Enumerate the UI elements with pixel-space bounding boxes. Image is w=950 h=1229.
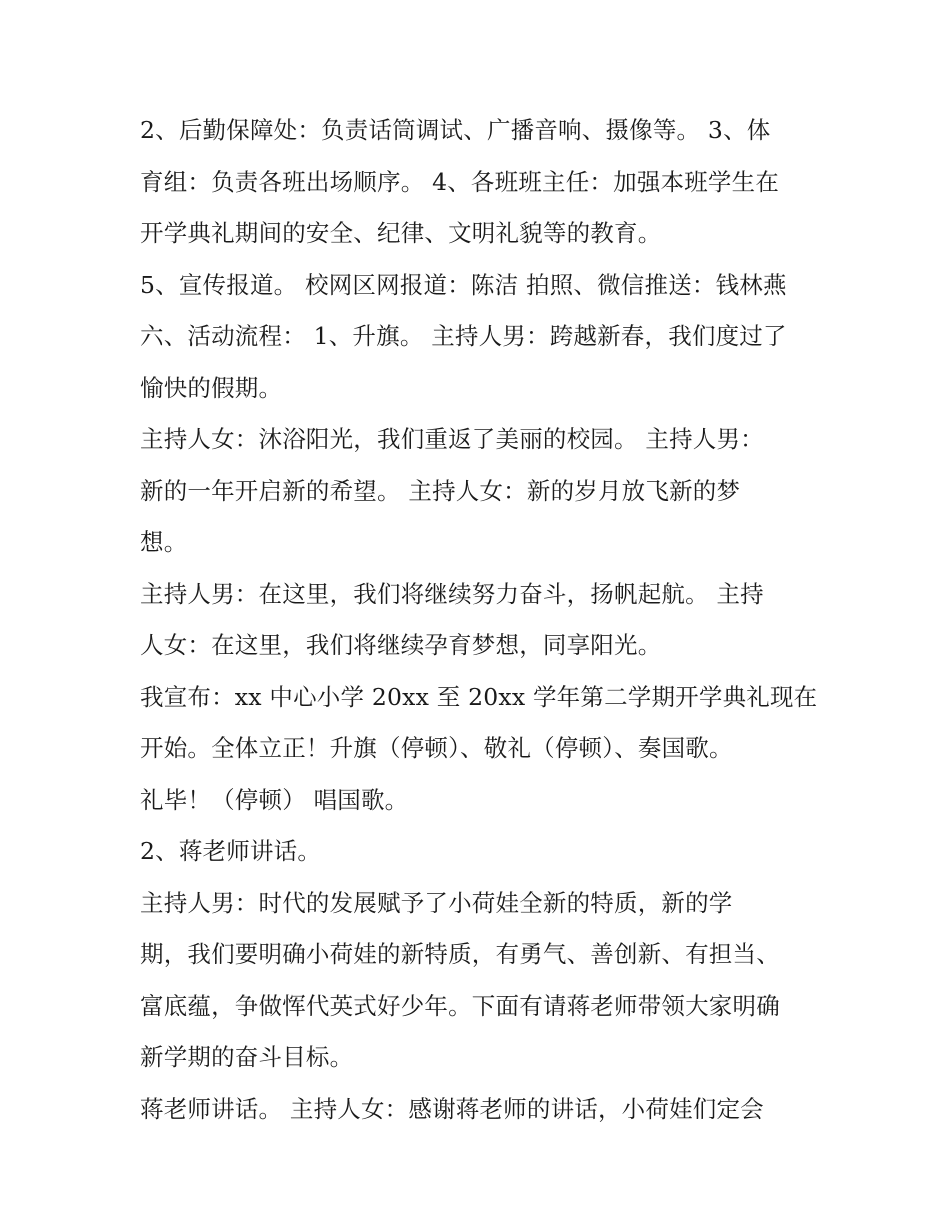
text-line: 开学典礼期间的安全、纪律、文明礼貌等的教育。: [140, 219, 662, 247]
text-line: 开始。全体立正！升旗（停顿）、敬礼（停顿）、奏国歌。: [140, 734, 733, 762]
text-line: 人女：在这里，我们将继续孕育梦想，同享阳光。: [140, 631, 662, 659]
text-line: 主持人男：在这里，我们将继续努力奋斗，扬帆起航。 主持: [140, 579, 764, 608]
text-line: 新的一年开启新的希望。 主持人女：新的岁月放飞新的梦: [140, 476, 741, 505]
text-line: 育组：负责各班出场顺序。 4、各班班主任：加强本班学生在: [140, 167, 780, 196]
text-line: 想。: [140, 528, 188, 556]
document-body: [140, 108, 820, 1138]
text-line: 富底蕴，争做恽代英式好少年。下面有请蒋老师带领大家明确: [140, 991, 780, 1020]
text-line: 5、宣传报道。 校网区网报道：陈洁 拍照、微信推送：钱林燕: [140, 270, 787, 299]
text-line: 主持人男：时代的发展赋予了小荷娃全新的特质，新的学: [140, 888, 733, 917]
text-line: 期，我们要明确小荷娃的新特质，有勇气、善创新、有担当、: [140, 940, 780, 968]
text-line: 我宣布：xx 中心小学 20xx 至 20xx 学年第二学期开学典礼现在: [140, 682, 818, 711]
text-line: 新学期的奋斗目标。: [140, 1043, 354, 1071]
text-line: 2、蒋老师讲话。: [140, 837, 322, 865]
text-line: 蒋老师讲话。 主持人女：感谢蒋老师的讲话，小荷娃们定会: [140, 1094, 764, 1123]
text-line: 礼毕！（停顿） 唱国歌。: [140, 785, 409, 814]
text-line: 主持人女：沐浴阳光，我们重返了美丽的校园。 主持人男：: [140, 425, 764, 453]
text-line: 六、活动流程： 1、升旗。 主持人男：跨越新春，我们度过了: [140, 322, 787, 350]
text-line: 愉快的假期。: [140, 373, 283, 402]
text-line: 2、后勤保障处：负责话筒调试、广播音响、摄像等。 3、体: [140, 116, 771, 144]
